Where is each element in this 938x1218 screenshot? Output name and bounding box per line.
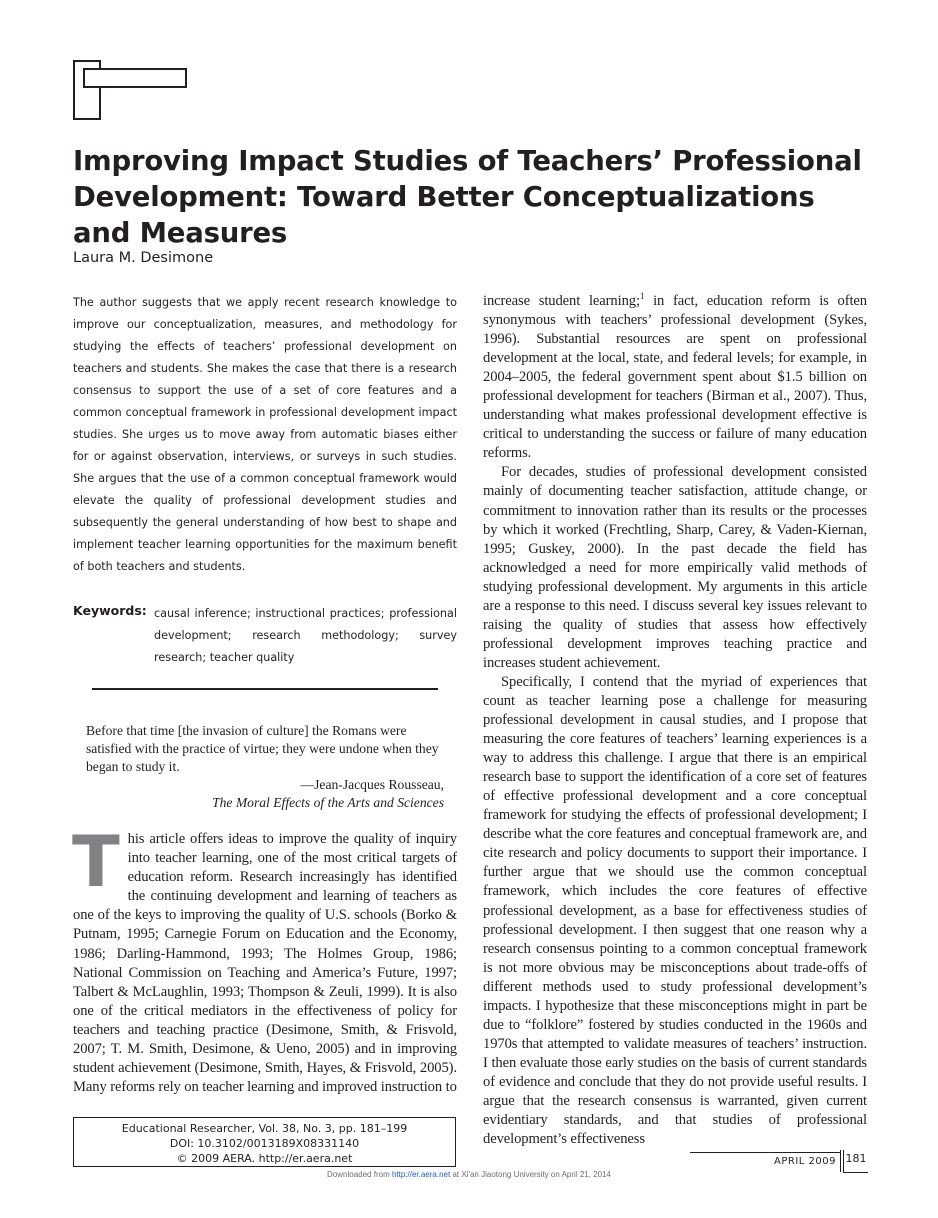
footer-rule xyxy=(690,1152,840,1153)
intro-text: his article offers ideas to improve the quality of inquiry into teacher learning, one of the most critical targets of education reform. Research increasingly has identified the continuing development and learning of teachers as one of the keys to improving the quality of U.S. schools (Borko & Putnam, 1995; Carnegie Forum on Education and the Economy, 1986; Darling-Hammond, 1993; The Holmes Group, 1986; National Commission on Teaching and America’s Future, 1997; Talbert & McLaughlin, 1993; Thompson & Zeuli, 1999). It is also one of the critical mediators in the effectiveness of policy for teachers and teaching practice (Desimone, Smith, & Frisvold, 2007; T. M. Smith, Desimone, & Ueno, 2005) and in improving student achievement (Desimone, Smith, Hayes, & Frisvold, 2005). Many reforms rely on teacher learning and improved instruction to xyxy=(73,831,457,1096)
article-title: Improving Impact Studies of Teachers’ Professional Development: Toward Better Conceptualizations and Measures xyxy=(73,145,862,249)
journal-link[interactable]: http://er.aera.net xyxy=(391,1170,451,1179)
download-note: Downloaded from http://er.aera.net at Xi'an Jiaotong University on April 21, 2014 xyxy=(327,1170,611,1179)
abstract: The author suggests that we apply recent research knowledge to improve our conceptualization, measures, and methodology for studying the effects of teachers’ professional development on teachers and students. She makes the case that there is a research consensus to support the use of a set of core features and a common conceptual framework in professional development impact studies. She urges us to move away from automatic biases either for or against observation, interviews, or surveys in such studies. She argues that the use of a common conceptual framework would elevate the quality of professional development studies and subsequently the general understanding of how best to shape and implement teacher learning opportunities for the maximum benefit of both teachers and students. xyxy=(73,296,457,573)
body-paragraph-2: For decades, studies of professional development consisted mainly of documenting teacher satisfaction, attitude change, or commitment to innovation rather than its results or the processes by which it worked (Frechtling, Sharp, Carey, & Vaden-Kiernan, 1995; Guskey, 2000). In the past decade the field has acknowledged a need for more empirically valid methods of studying professional development. My arguments in this article are a response to this need. I discuss several key issues relevant to raising the quality of studies that assess how effectively professional development improves teaching practice and increases student achievement. xyxy=(483,464,867,671)
page-number: 181 xyxy=(843,1150,868,1173)
right-column xyxy=(483,292,867,1149)
body-paragraph-3: Specifically, I contend that the myriad of experiences that count as teacher learning pose a challenge for measuring professional development in causal studies, and I propose that measuring the core features of teachers’ learning experiences is a way to address this challenge. I argue that there is an empirical research base to support the identification of a core set of features of effective professional development and a core conceptual framework for studying the effects of professional development; I describe what the core features and conceptual framework are, and cite research and policy documents to support their importance. I further argue that we should use the common conceptual framework, which includes the core features of effective professional development, as a base for effectiveness studies of professional development. I then suggest that one reason why a research consensus pointing to a common conceptual framework is not more obvious may be misconceptions about trade-offs of different methods used to study professional development’s impacts. I hypothesize that these misconceptions might in part be due to “folklore” fostered by studies conducted in the 1960s and 1970s that attempted to validate measures of teachers’ instruction. I then evaluate those early studies on the basis of current standards of evidence and conclude that they do not provide useful results. I argue that the research consensus is warranted, given current evidentiary standards, and that studies of professional development’s effectiveness xyxy=(483,673,867,1148)
epigraph-author: —Jean-Jacques Rousseau, xyxy=(300,777,444,792)
epigraph-quote: Before that time [the invasion of culture] the Romans were satisfied with the practice of virtue; they were undone when they began to study it. xyxy=(86,723,439,774)
body-paragraph-1: increase student learning;$^1$ in fact, education reform is often synonymous with teachers’ professional development (Sykes, 1996). Substantial resources are spent on professional development at the local, state, and federal levels; for example, in 2004–2005, the federal government spent about $1.5 billion on professional development for teachers (Birman et al., 2007). Thus, understanding what makes professional development effective is critical to understanding the success or failure of many education reforms. xyxy=(483,291,867,462)
section-divider xyxy=(92,688,438,690)
issue-date: APRIL 2009 xyxy=(774,1156,836,1167)
drop-cap: T xyxy=(72,821,120,903)
epigraph xyxy=(86,722,444,812)
journal-logo-mark xyxy=(73,60,185,120)
epigraph-source: The Moral Effects of the Arts and Sciences xyxy=(212,795,444,810)
keywords-label: Keywords: xyxy=(73,603,147,618)
citation-doi: DOI: 10.3102/0013189X08331140 xyxy=(169,1137,360,1150)
article-author: Laura M. Desimone xyxy=(73,250,214,266)
citation-copyright: © 2009 AERA. http://er.aera.net xyxy=(176,1152,353,1165)
keywords-list: causal inference; instructional practices; professional development; research methodology; survey research; teacher quality xyxy=(154,607,457,664)
citation-journal: Educational Researcher, Vol. 38, No. 3, pp. 181–199 xyxy=(121,1122,408,1135)
citation-box xyxy=(73,1117,456,1167)
intro-paragraph xyxy=(72,821,457,1097)
footnote-marker: 1 xyxy=(639,291,645,302)
keywords-block xyxy=(73,603,457,673)
